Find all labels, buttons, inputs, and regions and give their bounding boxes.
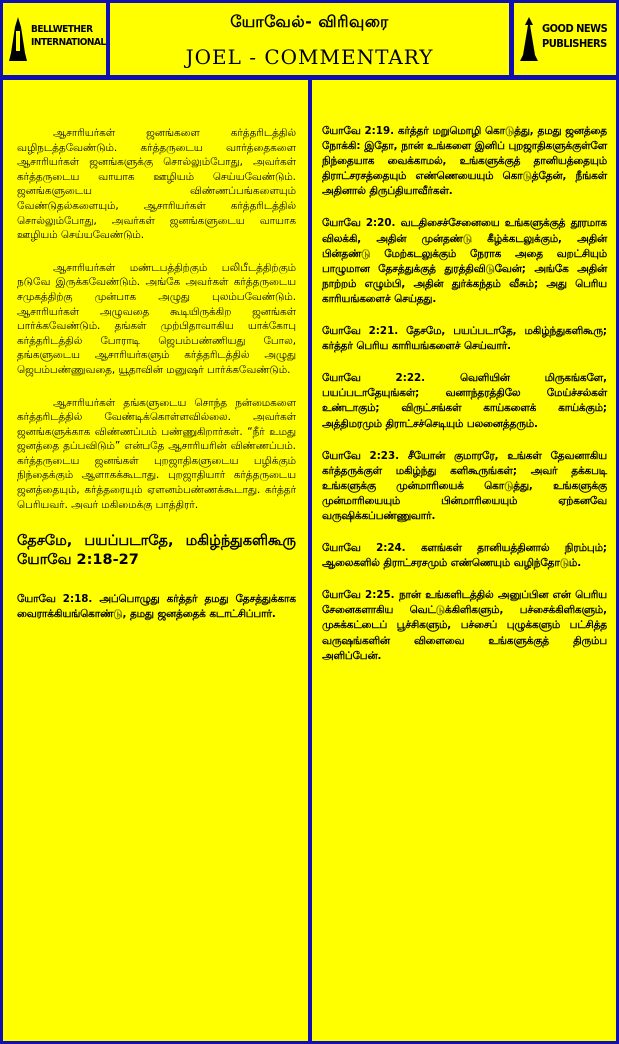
- commentary-paragraph-3: ஆசாரியர்கள் தங்களுடைய சொந்த நன்மைகளை கர்த்தரிடத்தில் வேண்டிக்கொள்ளவில்லை. அவர்கள் ஜனங்களுக்காக விண்ணப்பம் பண்ணுகிறார்கள். “நீர் உமது ஜனத்தை தப்பவிடும்” என்பதே ஆசாரியரின் விண்ணப்பம். கர்த்தருடைய ஜனங்கள் புறஜாதிகளுடைய பழிக்கும் நிந்தைக்கும் ஆளாகக்கூடாது. புறஜாதியார் கர்த்தருடைய ஜனத்தையும், கர்த்தரையும் ஏளனம்பண்ணக்கூடாது. கர்த்தர் பெரியவர். அவர் மகிமைக்கு பாத்திரர்.: [17, 396, 296, 511]
- bellwether-mark-icon: [9, 17, 27, 61]
- verse-2-24: யோவே 2:24. களங்கள் தானியத்தினால் நிரம்பும்; ஆலைகளில் திராட்சரசமும் எண்ணெயும் வழிந்தோடும்.: [322, 542, 607, 570]
- good-news-logo-panel: [514, 3, 616, 75]
- section-heading: தேசமே, பயப்படாதே, மகிழ்ந்துகளிகூரு யோவே 2:18-27: [17, 533, 296, 569]
- good-news-logo-text: GOOD NEWS PUBLISHERS: [542, 22, 608, 50]
- verse-2-25: யோவே 2:25. நான் உங்களிடத்தில் அனுப்பின என் பெரிய சேனைகளாகிய வெட்டுக்கிளிகளும், பச்சைக்கிளிகளும், முசுக்கட்டைப் பூச்சிகளும், பச்சைப் புழுக்களும் பட்சித்த வருஷங்களின் விளைவை உங்களுக்குத் திரும்ப அளிப்பேன்.: [322, 589, 607, 662]
- verse-2-20: யோவே 2:20. வடதிசைச்சேனையை உங்களுக்குத் தூரமாக விலக்கி, அதின் முன்தண்டு கீழ்க்கடலுக்கும், அதின் பின்தண்டு மேற்கடலுக்கும் நேராக அதை வறட்சியும் பாழுமான தேசத்துக்குத் துரத்திவிடுவேன்; அங்கே அதின் நாற்றம் எழும்பி, அதின் துர்க்கந்தம் வீசும்; அது பெரிய காரியங்களைச் செய்தது.: [322, 217, 607, 305]
- verse-2-18: யோவே 2:18. அப்பொழுது கர்த்தர் தமது தேசத்துக்காக வைராக்கியங்கொண்டு, தமது ஜனத்தைக் கடாட்சிப்பார்.: [17, 593, 296, 621]
- good-news-logo: [520, 13, 612, 67]
- verse-2-19: யோவே 2:19. கர்த்தர் மறுமொழி கொடுத்து, தமது ஜனத்தை நோக்கி: இதோ, நான் உங்களை இனிப் புறஜாதிகளுக்குள்ளே நிந்தையாக வைக்காமல், உங்களுக்குத் தானியத்தையும் திராட்சரசத்தையும் எண்ணெயையும் கொடுத்தேன், நீங்கள் அதினால் திருப்தியாவீர்கள்.: [322, 125, 607, 198]
- left-column: [3, 80, 308, 1041]
- verse-2-22: யோவே 2:22. வெளியின் மிருகங்களே, பயப்படாதேயுங்கள்; வனாந்தரத்திலே மேய்ச்சல்கள் உண்டாகும்; விருட்சங்கள் காய்களைக் காய்க்கும்; அத்திமரமும் திராட்சச்செடியும் பலனைத்தரும்.: [322, 372, 607, 430]
- verse-2-21: யோவே 2:21. தேசமே, பயப்படாதே, மகிழ்ந்துகளிகூரு; கர்த்தர் பெரிய காரியங்களைச் செய்வார்.: [322, 325, 607, 353]
- bellwether-logo-text: BELLWETHER INTERNATIONAL: [31, 24, 106, 48]
- bellwether-logo: [9, 13, 106, 67]
- page-title-tamil: யோவேல்- விரிவுரை: [230, 12, 389, 31]
- verse-2-23: யோவே 2:23. சீயோன் குமாரரே, உங்கள் தேவனாகிய கர்த்தருக்குள் மகிழ்ந்து களிகூருங்கள்; அவர் தக்கபடி உங்களுக்கு முன்மாரியைக் கொடுத்து, உங்களுக்கு முன்மாரியையும் பின்மாரியையும் ஏற்கனவே வருஷிக்கப்பண்ணுவார்.: [322, 449, 607, 522]
- bellwether-logo-panel: [3, 3, 106, 75]
- page-title-english: JOEL - COMMENTARY: [185, 45, 434, 69]
- right-column: [312, 80, 616, 1041]
- title-panel: [110, 3, 509, 75]
- good-news-mark-icon: [520, 17, 538, 61]
- commentary-paragraph-2: ஆசாரியர்கள் மண்டபத்திற்கும் பலிபீடத்திற்கும் நடுவே இருக்கவேண்டும். அங்கே அவர்கள் கர்த்தருடைய சமுகத்திற்கு முன்பாக அழுது புலம்பவேண்டும். ஆசாரியர்கள் அழுவதை கூடியிருக்கிற ஜனங்கள் பார்க்கவேண்டும். தங்கள் முற்பிதாவாகிய யாக்கோபு கர்த்தரிடத்தில் போராடி ஜெபம்பண்ணியது போல, தங்களுடைய ஆசாரியர்களும் கர்த்தரிடத்தில் அழுது ஜெபம்பண்ணுவதை, யூதாவின் மனுஷர் பார்க்கவேண்டும்.: [17, 261, 296, 376]
- commentary-paragraph-1: ஆசாரியர்கள் ஜனங்களை கர்த்தரிடத்தில் வழிநடத்தவேண்டும். கர்த்தருடைய வார்த்தைகளை ஆசாரியர்கள் ஜனங்களுக்கு சொல்லும்போது, அவர்கள் கர்த்தருடைய வாயாக ஊழியம் செய்யவேண்டும். ஜனங்களுடைய விண்ணப்பங்களையும் வேண்டுதல்களையும், ஆசாரியர்கள் கர்த்தரிடத்தில் சொல்லும்போது, அவர்கள் ஜனங்களுடைய வாயாக ஊழியம் செய்யவேண்டும்.: [17, 127, 296, 242]
